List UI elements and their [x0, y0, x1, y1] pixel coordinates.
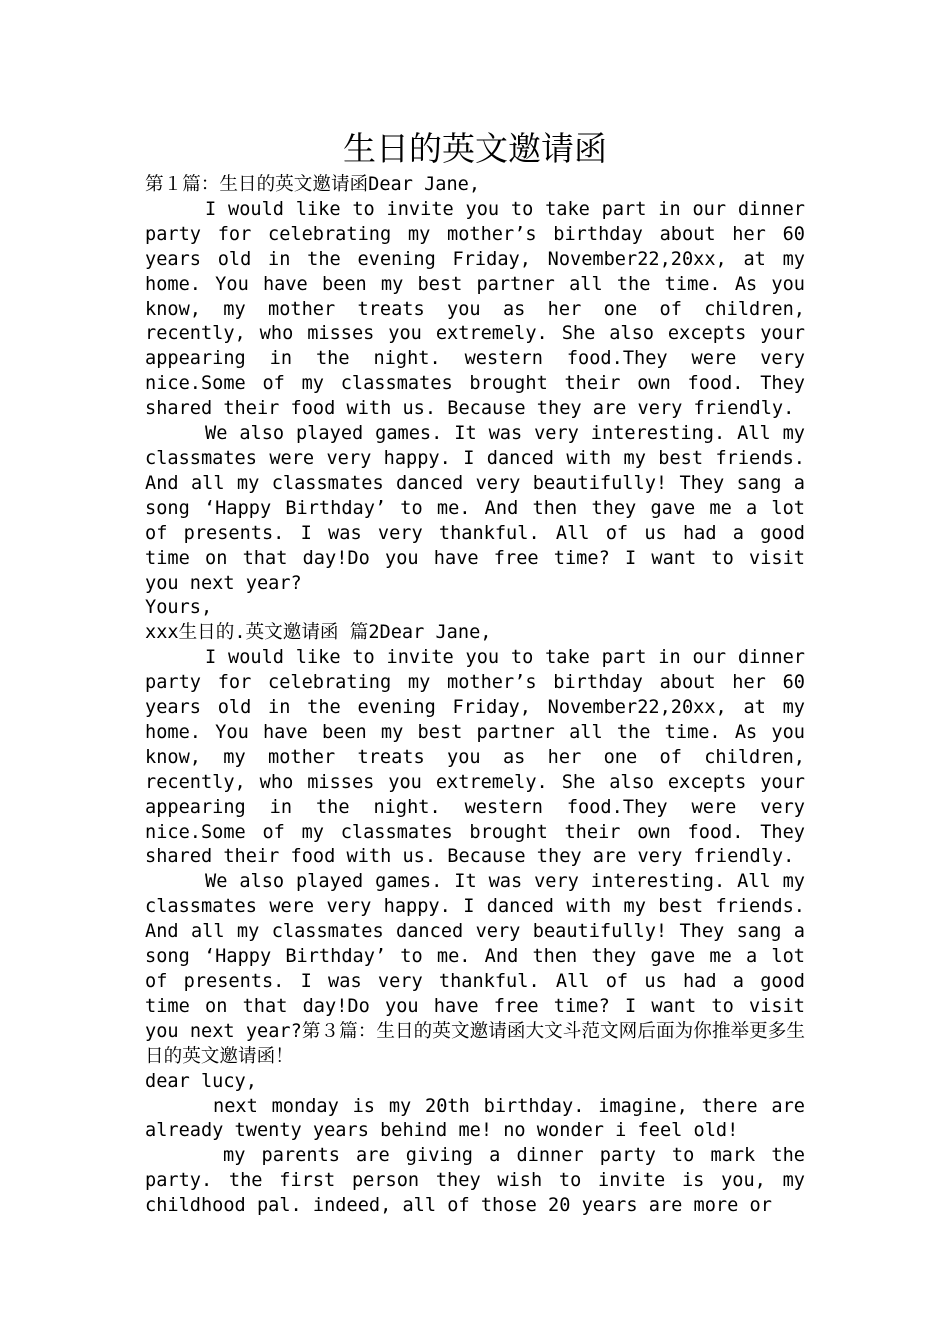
body-paragraph: I would like to invite you to take part in our dinner party for celebrating my mother’s birthday about her 60 years old in the evening Friday, November22,20xx, at my home. You have been my best partner all the time. As you know, my mother treats you as her one of children, recently, who misses you extremely. She also excepts your appearing in the night. western food.They were very nice.Some of my classmates brought their own food. They shared their food with us. Because they are very friendly.: [145, 647, 805, 868]
body-paragraph: We also played games. It was very interesting. All my classmates were very happy. I danced with my best friends. And all my classmates danced very beautifully! They sang a song ‘Happy Birthday’ to me. And then they gave me a lot of presents. I was very thankful. All of us had a good time on that day!Do you have free time? I want to visit you next year?: [145, 423, 805, 594]
body-paragraph: I would like to invite you to take part in our dinner party for celebrating my mother’s birthday about her 60 years old in the evening Friday, November22,20xx, at my home. You have been my best partner all the time. As you know, my mother treats you as her one of children, recently, who misses you extremely. She also excepts your appearing in the night. western food.They were very nice.Some of my classmates brought their own food. They shared their food with us. Because they are very friendly.: [145, 198, 805, 420]
closing-line: Yours,: [145, 597, 213, 619]
document-title: 生日的英文邀请函: [343, 129, 607, 168]
section-heading-2: xxx生日的.英文邀请函 篇2Dear Jane,: [145, 622, 492, 644]
body-paragraph: next monday is my 20th birthday. imagine, there are already twenty years behind me! no wonder i feel old!: [145, 1095, 805, 1142]
section-heading-1: 第１篇：生日的英文邀请函Dear Jane,: [145, 174, 481, 195]
body-paragraph: my parents are giving a dinner party to mark the party. the first person they wish to invite is you, my childhood pal. indeed, all of those 20 years are more or: [145, 1145, 805, 1217]
body-paragraph: We also played games. It was very interesting. All my classmates were very happy. I danced with my best friends. And all my classmates danced very beautifully! They sang a song ‘Happy Birthday’ to me. And then they gave me a lot of presents. I was very thankful. All of us had a good time on that day!Do you have free time? I want to visit you next year?第３篇：生日的英文邀请函大文斗范文网后面为你推举更多生日的英文邀请函！: [145, 871, 805, 1067]
document-body: [145, 173, 805, 1219]
salutation: dear lucy,: [145, 1070, 257, 1092]
